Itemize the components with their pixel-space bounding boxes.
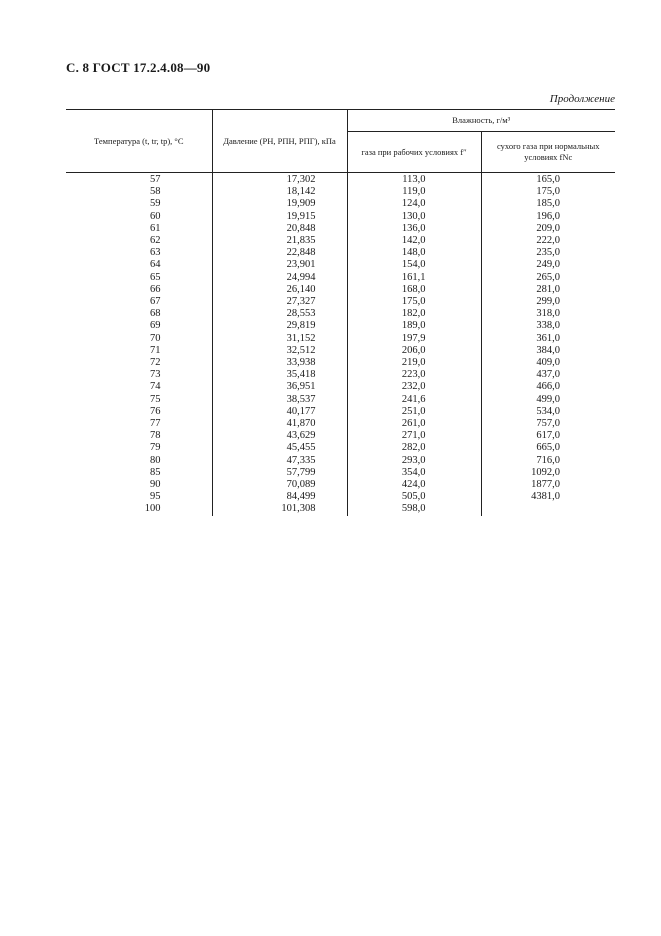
cell-temperature: 100	[144, 503, 161, 515]
cell-humidity-dry: 1092,0	[481, 467, 615, 479]
cell-humidity-working: 124,0	[347, 198, 481, 210]
cell-humidity-dry: 235,0	[481, 247, 615, 259]
cell-pressure: 18,142	[212, 186, 347, 198]
table-row	[66, 272, 615, 284]
cell-pressure: 28,553	[212, 308, 347, 320]
cell-temperature: 64	[150, 259, 161, 271]
cell-humidity-working: 168,0	[347, 284, 481, 296]
cell-pressure: 21,835	[212, 235, 347, 247]
table-row	[66, 455, 615, 467]
cell-humidity-working: 505,0	[347, 491, 481, 503]
table-row	[66, 223, 615, 235]
cell-pressure: 101,308	[212, 503, 347, 515]
cell-humidity-working: 175,0	[347, 296, 481, 308]
cell-humidity-dry: 466,0	[481, 381, 615, 393]
cell-humidity-dry: 757,0	[481, 418, 615, 430]
cell-humidity-working: 223,0	[347, 369, 481, 381]
cell-humidity-working: 598,0	[347, 503, 481, 515]
cell-temperature: 60	[150, 210, 161, 222]
cell-pressure: 47,335	[212, 455, 347, 467]
cell-humidity-working: 130,0	[347, 211, 481, 223]
cell-pressure: 27,327	[212, 296, 347, 308]
cell-temperature: 74	[150, 381, 161, 393]
table-row	[66, 198, 615, 210]
table-body	[66, 173, 615, 516]
cell-temperature: 95	[150, 491, 161, 503]
cell-humidity-dry: 361,0	[481, 333, 615, 345]
cell-pressure: 84,499	[212, 491, 347, 503]
cell-humidity-dry: 265,0	[481, 272, 615, 284]
cell-humidity-dry: 437,0	[481, 369, 615, 381]
cell-temperature: 70	[150, 332, 161, 344]
cell-temperature: 72	[150, 357, 161, 369]
table-row	[66, 394, 615, 406]
table-row	[66, 259, 615, 271]
col-temperature-header: Температура (t, tг, tр), °С	[66, 110, 212, 173]
cell-pressure: 17,302	[212, 173, 347, 187]
cell-pressure: 70,089	[212, 479, 347, 491]
col-working-gas-header: газа при рабочих условиях f″	[347, 132, 481, 173]
table-row	[66, 406, 615, 418]
cell-humidity-working: 197,9	[347, 333, 481, 345]
cell-pressure: 33,938	[212, 357, 347, 369]
cell-temperature: 69	[150, 320, 161, 332]
cell-pressure: 35,418	[212, 369, 347, 381]
table-row	[66, 479, 615, 491]
table-row	[66, 333, 615, 345]
cell-pressure: 19,915	[212, 211, 347, 223]
cell-humidity-dry: 1877,0	[481, 479, 615, 491]
cell-humidity-dry: 165,0	[481, 173, 615, 187]
cell-humidity-working: 154,0	[347, 259, 481, 271]
cell-pressure: 24,994	[212, 272, 347, 284]
cell-temperature: 57	[150, 174, 161, 185]
table-row	[66, 308, 615, 320]
cell-pressure: 57,799	[212, 467, 347, 479]
table-row	[66, 381, 615, 393]
cell-humidity-working: 113,0	[347, 173, 481, 187]
table-row	[66, 173, 615, 187]
cell-humidity-working: 189,0	[347, 320, 481, 332]
cell-humidity-dry: 384,0	[481, 345, 615, 357]
cell-humidity-working: 282,0	[347, 442, 481, 454]
cell-temperature: 58	[150, 186, 161, 198]
cell-temperature: 76	[150, 405, 161, 417]
cell-pressure: 20,848	[212, 223, 347, 235]
table-row	[66, 357, 615, 369]
cell-humidity-dry: 175,0	[481, 186, 615, 198]
table-row	[66, 320, 615, 332]
cell-temperature: 67	[150, 296, 161, 308]
table-row	[66, 247, 615, 259]
cell-humidity-dry: 209,0	[481, 223, 615, 235]
cell-humidity-dry: 665,0	[481, 442, 615, 454]
cell-humidity-dry: 338,0	[481, 320, 615, 332]
cell-temperature: 90	[150, 479, 161, 491]
cell-pressure: 19,909	[212, 198, 347, 210]
cell-pressure: 32,512	[212, 345, 347, 357]
table-row	[66, 186, 615, 198]
cell-humidity-working: 182,0	[347, 308, 481, 320]
cell-humidity-dry: 281,0	[481, 284, 615, 296]
cell-humidity-dry: 499,0	[481, 394, 615, 406]
cell-humidity-working: 232,0	[347, 381, 481, 393]
cell-temperature: 77	[150, 418, 161, 430]
cell-pressure: 38,537	[212, 394, 347, 406]
cell-humidity-working: 354,0	[347, 467, 481, 479]
cell-temperature: 63	[150, 247, 161, 259]
cell-temperature: 62	[150, 235, 161, 247]
cell-humidity-working: 206,0	[347, 345, 481, 357]
cell-temperature: 66	[150, 283, 161, 295]
col-humidity-header: Влажность, г/м³	[347, 110, 615, 132]
cell-humidity-working: 251,0	[347, 406, 481, 418]
cell-humidity-working: 219,0	[347, 357, 481, 369]
cell-humidity-working: 161,1	[347, 272, 481, 284]
cell-humidity-dry: 318,0	[481, 308, 615, 320]
col-dry-gas-header: сухого газа при нормальных условиях fNс	[481, 132, 615, 173]
cell-pressure: 36,951	[212, 381, 347, 393]
cell-humidity-working: 424,0	[347, 479, 481, 491]
table-row	[66, 442, 615, 454]
cell-humidity-working: 293,0	[347, 455, 481, 467]
cell-temperature: 61	[150, 222, 161, 234]
cell-temperature: 75	[150, 393, 161, 405]
cell-temperature: 71	[150, 344, 161, 356]
cell-pressure: 31,152	[212, 333, 347, 345]
table-row	[66, 296, 615, 308]
cell-temperature: 68	[150, 308, 161, 320]
cell-humidity-dry: 196,0	[481, 211, 615, 223]
cell-pressure: 41,870	[212, 418, 347, 430]
cell-humidity-dry: 299,0	[481, 296, 615, 308]
table-row	[66, 503, 615, 515]
table-row	[66, 491, 615, 503]
cell-pressure: 45,455	[212, 442, 347, 454]
table-row	[66, 467, 615, 479]
continuation-label: Продолжение	[549, 93, 615, 105]
cell-humidity-dry: 185,0	[481, 198, 615, 210]
cell-humidity-dry: 617,0	[481, 430, 615, 442]
cell-humidity-dry: 4381,0	[481, 491, 615, 503]
cell-humidity-dry	[481, 503, 615, 515]
cell-pressure: 26,140	[212, 284, 347, 296]
cell-humidity-working: 241,6	[347, 394, 481, 406]
cell-temperature: 78	[150, 430, 161, 442]
cell-humidity-dry: 222,0	[481, 235, 615, 247]
cell-humidity-dry: 409,0	[481, 357, 615, 369]
humidity-table	[66, 109, 615, 516]
table-row	[66, 345, 615, 357]
cell-temperature: 73	[150, 369, 161, 381]
cell-pressure: 29,819	[212, 320, 347, 332]
col-pressure-header: Давление (PН, PПН, PПГ), кПа	[212, 110, 347, 173]
cell-humidity-working: 136,0	[347, 223, 481, 235]
table-row	[66, 369, 615, 381]
cell-humidity-dry: 534,0	[481, 406, 615, 418]
table-row	[66, 284, 615, 296]
cell-humidity-working: 142,0	[347, 235, 481, 247]
table-row	[66, 235, 615, 247]
cell-humidity-working: 119,0	[347, 186, 481, 198]
cell-temperature: 59	[150, 198, 161, 210]
cell-pressure: 40,177	[212, 406, 347, 418]
cell-temperature: 80	[150, 454, 161, 466]
table-row	[66, 211, 615, 223]
cell-temperature: 65	[150, 271, 161, 283]
cell-humidity-dry: 249,0	[481, 259, 615, 271]
table-row	[66, 418, 615, 430]
cell-humidity-working: 261,0	[347, 418, 481, 430]
cell-humidity-working: 271,0	[347, 430, 481, 442]
cell-pressure: 22,848	[212, 247, 347, 259]
cell-pressure: 43,629	[212, 430, 347, 442]
page-header: С. 8 ГОСТ 17.2.4.08—90	[66, 60, 211, 75]
cell-temperature: 85	[150, 466, 161, 478]
cell-humidity-working: 148,0	[347, 247, 481, 259]
cell-temperature: 79	[150, 442, 161, 454]
cell-humidity-dry: 716,0	[481, 455, 615, 467]
table-row	[66, 430, 615, 442]
cell-pressure: 23,901	[212, 259, 347, 271]
